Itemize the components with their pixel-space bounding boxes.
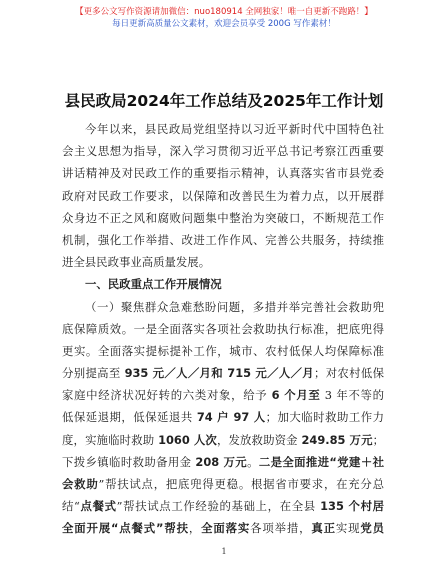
para-line <box>62 517 384 539</box>
bold-run: 党员 <box>360 521 384 536</box>
document-title: 县民政局2024年工作总结及2025年工作计划 <box>64 92 384 110</box>
promo-banner <box>0 6 448 30</box>
document-body <box>62 118 384 540</box>
bold-run: 全面落实 <box>201 521 251 536</box>
text-run: ”帮扶试点，把底兜得更稳。根据省市要求，在充分总 <box>98 477 384 491</box>
text-run: 度，实施临时救助 <box>62 432 159 447</box>
text-run: ； <box>372 432 385 447</box>
text-run: ，发放救助资金 <box>216 432 302 447</box>
intro-line: 机制，强化工作举措、改进工作作风、完善公共服务，持续推 <box>62 232 384 247</box>
text-run: 下拨乡镇临时救助备用金 <box>62 454 196 469</box>
bold-run: 点餐式 <box>79 499 117 514</box>
text-run: 结“ <box>62 499 80 514</box>
para-line <box>62 406 384 428</box>
bold-run: 全面开展“点餐式”帮扶 <box>62 521 189 536</box>
bold-run: 935 元／人／月和 715 元／人／月 <box>124 366 314 381</box>
bold-run: 249.85 万元 <box>301 432 373 447</box>
text-run: ；加大临时救助工作力 <box>265 410 384 425</box>
page-number: 1 <box>221 547 227 556</box>
bold-run: 6 个月至 <box>271 388 321 403</box>
text-run: 实现 <box>335 521 361 536</box>
text-run: ”帮扶试点工作经验的基础上，在全县 <box>116 499 321 514</box>
bold-run: 二是全面推进“党建＋社 <box>258 454 384 469</box>
intro-line: 政府对民政工作要求，以保障和改善民生为着力点，以开展群 <box>62 188 384 203</box>
intro-line: 会主义思想为指导，深入学习贯彻习近平总书记考察江西重要 <box>62 144 384 159</box>
bold-run: 真正 <box>311 521 336 536</box>
text-run: 3 年不等的 <box>320 388 384 403</box>
para-line: 更实。全面落实提标提补工作，城市、农村低保人均保障标准 <box>62 343 384 358</box>
para-line: （一）聚焦群众急难愁盼问题，多措并举完善社会救助兜 <box>85 299 384 314</box>
bold-run: 1060 人次 <box>158 432 217 447</box>
text-run: 各项举措， <box>250 521 312 536</box>
para-line <box>62 362 384 384</box>
intro-line: 进全县民政事业高质量发展。 <box>62 255 211 270</box>
intro-line: 众身边不正之风和腐败问题集中整治为突破口，不断规范工作 <box>62 210 384 225</box>
intro-line: 今年以来，县民政局党组坚持以习近平新时代中国特色社 <box>85 122 384 136</box>
text-run: 家庭中经济状况好转的六类对象，给予 <box>62 388 272 403</box>
para-line <box>62 451 384 473</box>
bold-run: 135 个村居 <box>320 499 384 514</box>
text-run: ， <box>188 521 202 536</box>
text-run: 分别提高至 <box>62 366 125 381</box>
bold-run: 74 户 97 人 <box>196 410 266 425</box>
text-run: 。 <box>247 454 259 469</box>
promo-line-2: 每日更新高质量公文素材，欢迎会员享受 200G 写作素材！ <box>112 19 336 29</box>
bold-run: 208 万元 <box>195 454 248 469</box>
text-run: ；对农村低保 <box>313 366 384 381</box>
para-line <box>62 429 384 451</box>
para-line <box>62 495 384 517</box>
para-line <box>62 473 384 495</box>
bold-run: 会救助 <box>62 477 99 491</box>
para-line: 底保障质效。一是全面落实各项社会救助执行标准，把底兜得 <box>62 321 384 336</box>
intro-line: 讲话精神及对民政工作的重要指示精神，认真落实省市县党委 <box>62 166 384 181</box>
text-run: 低保延退期，低保延退共 <box>62 410 197 425</box>
para-line <box>62 384 384 406</box>
promo-line-1: 【更多公文写作资源请加微信：nuo180914 全网独家！唯一自更新不跑路！】 <box>75 7 373 17</box>
section-heading: 一、民政重点工作开展情况 <box>85 277 222 292</box>
